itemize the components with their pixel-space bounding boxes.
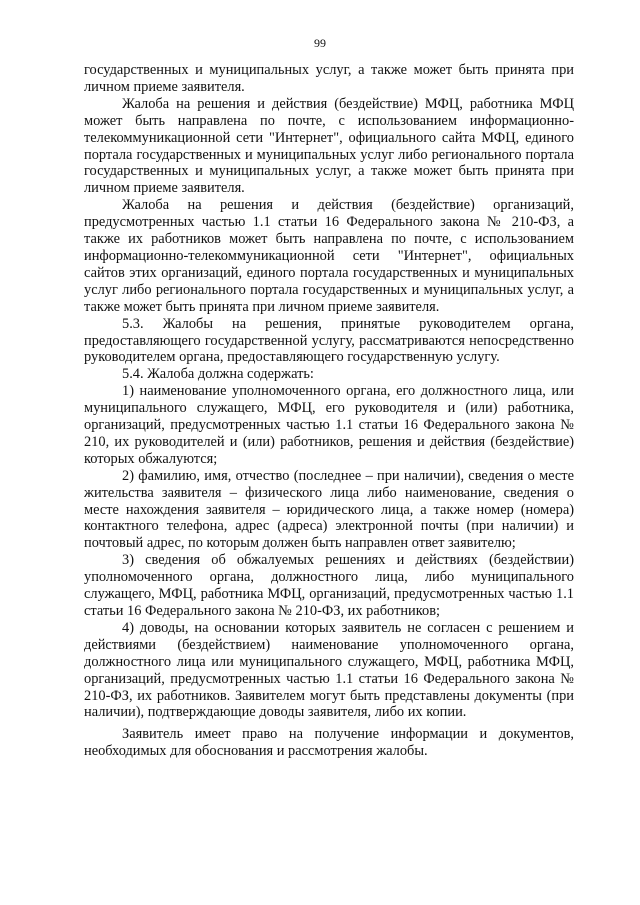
paragraph-continuation: государственных и муниципальных услуг, а также может быть принята при личном приеме заявителя. [84, 62, 574, 95]
list-item-3: 3) сведения об обжалуемых решениях и действиях (бездействии) уполномоченного органа, должностного лица, либо муниципального служащего, МФЦ, работника МФЦ, организаций, предусмотренных частью 1.1 статьи 16 Федерального закона № 210-ФЗ, их работников; [84, 552, 574, 619]
paragraph-5-4: 5.4. Жалоба должна содержать: [122, 366, 314, 383]
list-item-2: 2) фамилию, имя, отчество (последнее – при наличии), сведения о месте жительства заявителя – физического лица либо наименование, сведения о месте нахождения заявителя – юридического лица, а также номер (номера) контактного телефона, адрес (адреса) электронной почты (при наличии) и почтовый адрес, по которым должен быть направлен ответ заявителю; [84, 467, 574, 552]
paragraph-complaint-organizations: Жалоба на решения и действия (бездействие) организаций, предусмотренных частью 1.1 статьи 16 Федерального закона № 210-ФЗ, а также их работников может быть направлена по почте, с использованием информационно-телекоммуникационной сети "Интернет", официальных сайтов этих организаций, единого портала государственных и муниципальных услуг либо регионального портала государственных и муниципальных услуг, а также может быть принята при личном приеме заявителя. [84, 197, 574, 315]
paragraph-applicant-rights: Заявитель имеет право на получение информации и документов, необходимых для обоснования и рассмотрения жалобы. [84, 726, 574, 760]
paragraph-complaint-mfc: Жалоба на решения и действия (бездействие) МФЦ, работника МФЦ может быть направлена по почте, с использованием информационно-телекоммуникационной сети "Интернет", официального сайта МФЦ, единого портала государственных и муниципальных услуг либо регионального портала государственных и муниципальных услуг, а также может быть принята при личном приеме заявителя. [84, 95, 574, 197]
document-body [84, 62, 574, 760]
list-item-1: 1) наименование уполномоченного органа, его должностного лица, или муниципального служащего, МФЦ, его руководителя и (или) работника, организаций, предусмотренных частью 1.1 статьи 16 Федерального закона № 210, их руководителей и (или) работников, решения и действия (бездействие) которых обжалуются; [84, 383, 574, 467]
page-number: 99 [314, 36, 326, 50]
paragraph-5-3: 5.3. Жалобы на решения, принятые руководителем органа, предоставляющего государственной услугу, рассматриваются непосредственно руководителем органа, предоставляющего государственную услугу. [84, 315, 574, 366]
list-item-4: 4) доводы, на основании которых заявитель не согласен с решением и действиями (бездействием) наименование уполномоченного органа, должностного лица или муниципального служащего, МФЦ, работника МФЦ, организаций, предусмотренных частью 1.1 статьи 16 Федерального закона № 210-ФЗ, их работников. Заявителем могут быть представлены документы (при наличии), подтверждающие доводы заявителя, либо их копии. [84, 619, 574, 721]
